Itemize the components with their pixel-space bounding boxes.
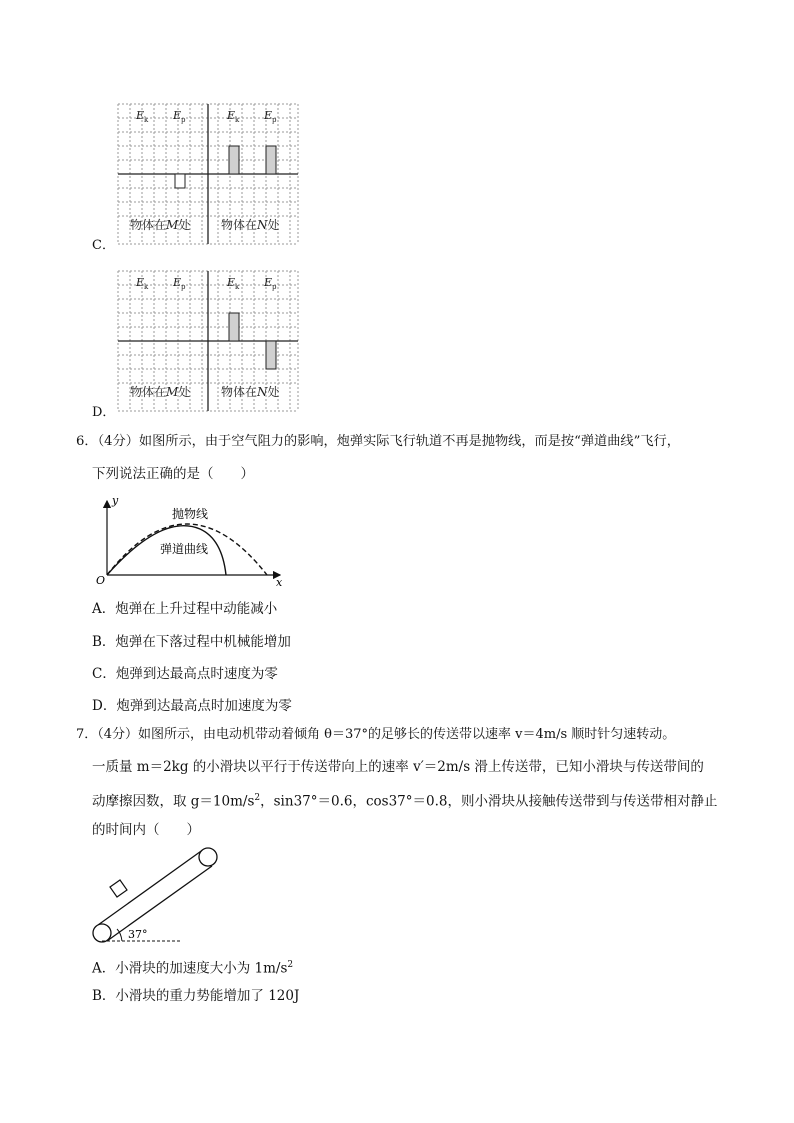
ep-label-m: E bbox=[173, 109, 182, 122]
q7-option-a-text: A．小滑块的加速度大小为 1m/s bbox=[92, 960, 288, 977]
q6-option-a: A．炮弹在上升过程中动能减小 bbox=[92, 601, 278, 617]
q6-stem-line2: 下列说法正确的是（ ） bbox=[92, 466, 254, 482]
ek-bar-n bbox=[229, 313, 239, 341]
ek-sub-n: k bbox=[235, 283, 240, 291]
ep-label-n: E bbox=[264, 276, 273, 289]
slider-block bbox=[110, 880, 127, 897]
q7-stem-line1: 7．（4分）如图所示，由电动机带动着倾角 θ＝37°的足够长的传送带以速率 v＝4m/s 顺时针匀速转动。 bbox=[76, 727, 676, 742]
angle-label: 37° bbox=[128, 928, 148, 941]
ek-label-n: E bbox=[227, 276, 236, 289]
ek-sub-m: k bbox=[144, 283, 149, 291]
option-d-label: D． bbox=[92, 405, 116, 420]
ek-bar-n bbox=[229, 146, 239, 174]
q7-line3-pre: 动摩擦因数，取 g＝10m/s bbox=[92, 793, 255, 810]
q6-trajectory-figure bbox=[92, 493, 292, 588]
ballistic-label: 弹道曲线 bbox=[160, 542, 209, 556]
x-axis-label: x bbox=[276, 576, 283, 588]
caption-n: 物体在N处 bbox=[221, 385, 280, 399]
upper-roller bbox=[199, 848, 217, 866]
ek-sub-m: k bbox=[144, 116, 149, 124]
caption-m: 物体在M处 bbox=[130, 218, 191, 232]
q7-option-b: B．小滑块的重力势能增加了 120J bbox=[92, 988, 300, 1004]
belt-bottom bbox=[107, 866, 212, 941]
q7-line3-post: ，sin37°＝0.6，cos37°＝0.8，则小滑块从接触传送带到与传送带相对静止 bbox=[260, 793, 718, 810]
ep-sub-m: p bbox=[181, 283, 186, 291]
q6-stem-line1: 6．（4分）如图所示，由于空气阻力的影响，炮弹实际飞行轨道不再是抛物线，而是按“弹道曲线”飞行， bbox=[76, 434, 680, 449]
ek-label-m: E bbox=[136, 276, 145, 289]
ep-label-m: E bbox=[173, 276, 182, 289]
ek-label-m: E bbox=[136, 109, 145, 122]
ep-bar-m bbox=[175, 174, 185, 188]
q7-option-a bbox=[92, 955, 293, 979]
ep-sub-n: p bbox=[272, 283, 277, 291]
q6-option-d: D．炮弹到达最高点时加速度为零 bbox=[92, 698, 292, 714]
q7-stem-line3 bbox=[92, 788, 717, 812]
ep-bar-n bbox=[266, 341, 276, 369]
y-axis-label: y bbox=[112, 494, 119, 507]
q7-stem-line2: 一质量 m＝2kg 的小滑块以平行于传送带向上的速率 v′＝2m/s 滑上传送带，已知小滑块与传送带间的 bbox=[92, 759, 704, 775]
q6-option-b: B．炮弹在下落过程中机械能增加 bbox=[92, 634, 291, 650]
caption-n: 物体在N处 bbox=[221, 218, 280, 232]
ep-bar-n bbox=[266, 146, 276, 174]
ep-label-n: E bbox=[264, 109, 273, 122]
option-c-energy-chart bbox=[116, 102, 300, 246]
ep-sub-m: p bbox=[181, 116, 186, 124]
q7-stem-line4: 的时间内（ ） bbox=[92, 822, 200, 838]
lower-roller bbox=[93, 924, 111, 942]
origin-label: O bbox=[96, 574, 106, 587]
ek-label-n: E bbox=[227, 109, 236, 122]
q7-conveyor-figure bbox=[90, 845, 220, 945]
parabola-label: 抛物线 bbox=[172, 507, 209, 521]
q7-line3-sup: 2 bbox=[254, 793, 261, 803]
caption-m: 物体在M处 bbox=[130, 385, 191, 399]
option-d-energy-chart bbox=[116, 269, 300, 413]
option-c-label: C． bbox=[92, 238, 115, 253]
ep-sub-n: p bbox=[272, 116, 277, 124]
q6-option-c: C．炮弹到达最高点时速度为零 bbox=[92, 666, 278, 682]
q7-option-a-sup: 2 bbox=[287, 960, 294, 970]
ek-sub-n: k bbox=[235, 116, 240, 124]
